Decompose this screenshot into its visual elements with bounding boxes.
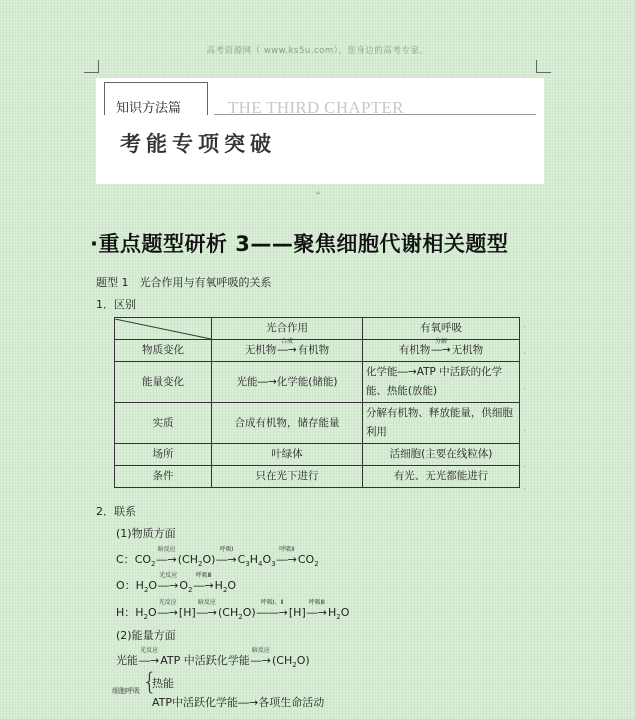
reaction-arrow: 暗反应 ―→	[250, 647, 271, 667]
item-1-heading: 1．区别	[96, 298, 136, 311]
table-row	[115, 362, 520, 403]
reaction-arrow: 合成 ―→	[277, 341, 296, 360]
respiration-branch	[112, 668, 372, 712]
subscript: 2	[187, 586, 193, 595]
arrow-label: 分解	[434, 338, 447, 345]
subscript: 2	[143, 613, 149, 622]
cell-site-resp: 活细胞(主要在线粒体)	[362, 444, 519, 466]
reaction-arrow: 呼吸Ⅲ ―→	[193, 572, 214, 592]
arrow-label: 暗反应	[251, 647, 270, 654]
row-label: 场所	[115, 444, 212, 466]
formula: [H]	[288, 606, 306, 619]
topic-heading: 题型 1 光合作用与有氧呼吸的关系	[96, 276, 272, 289]
eq-prefix: C：	[116, 553, 135, 566]
cell-mark: ,	[524, 384, 526, 391]
reaction-arrow: 呼吸Ⅲ ―→	[306, 599, 327, 619]
formula: C	[237, 553, 246, 566]
subscript: 3	[271, 560, 276, 569]
energy-equation	[116, 647, 310, 670]
formula: O	[227, 579, 237, 592]
text-from: 无机物	[244, 344, 277, 356]
material-heading: (1)物质方面	[116, 527, 176, 540]
table-header-row	[115, 318, 520, 340]
energy-start: 光能	[116, 654, 138, 667]
subscript: 2	[197, 560, 203, 569]
crop-mark-right	[536, 60, 551, 73]
reaction-arrow: 暗反应 ―→	[196, 599, 217, 619]
formula: H	[327, 606, 337, 619]
reaction-arrow: 呼吸Ⅰ、Ⅱ ――→	[256, 599, 288, 619]
chapter-label: THE THIRD CHAPTER	[228, 98, 404, 117]
formula: [H]	[178, 606, 196, 619]
energy-heading: (2)能量方面	[116, 629, 176, 642]
arrow-label: 呼吸Ⅰ	[219, 546, 234, 553]
formula: CO	[134, 553, 152, 566]
table-row	[115, 340, 520, 362]
text-to: 无机物	[451, 344, 484, 356]
formula: O	[179, 579, 188, 592]
formula: H	[135, 606, 144, 619]
paragraph-mark: ↵	[316, 190, 322, 197]
eq-prefix: H：	[116, 606, 136, 619]
diagonal-header-cell	[115, 318, 212, 340]
hydrogen-equation	[116, 599, 350, 622]
text-from: 有机物	[398, 344, 431, 356]
tab-label: 知识方法篇	[116, 101, 182, 116]
cell-material-photo	[212, 340, 363, 362]
arrow-label: 呼吸Ⅱ	[279, 546, 295, 553]
cell-mark: ,	[524, 484, 526, 491]
header-photosynthesis: 光合作用	[212, 318, 363, 340]
formula: (CH	[177, 553, 198, 566]
section-title: ·重点题型研析 3——聚焦细胞代谢相关题型	[90, 232, 509, 256]
cell-material-resp	[362, 340, 519, 362]
reaction-arrow: 光反应 ―→	[139, 647, 160, 667]
brace-icon: {	[142, 668, 158, 696]
formula: O)	[202, 553, 216, 566]
cell-mark: ,	[524, 322, 526, 329]
subscript: 3	[245, 560, 250, 569]
reaction-arrow: 光反应 ―→	[157, 599, 178, 619]
subscript: 2	[143, 586, 149, 595]
cell-mark: ,	[524, 462, 526, 469]
table-row	[115, 403, 520, 444]
banner-subtitle: 考能专项突破	[120, 132, 276, 156]
row-label: 物质变化	[115, 340, 212, 362]
arrow-label: 暗反应	[157, 546, 176, 553]
formula: CO	[297, 553, 315, 566]
cell-mark: ,	[524, 426, 526, 433]
eq-prefix: O：	[116, 579, 136, 592]
reaction-arrow: 光反应 ―→	[158, 572, 179, 592]
subscript: 2	[314, 560, 319, 569]
formula: O	[262, 553, 272, 566]
arrow-label: 光反应	[158, 599, 177, 606]
subscript: 2	[292, 661, 297, 670]
table-row	[115, 466, 520, 488]
oxygen-equation	[116, 572, 237, 595]
arrow-label: 合成	[280, 338, 293, 345]
item-2-heading: 2．联系	[96, 505, 136, 518]
arrow-label: 光反应	[159, 572, 178, 579]
arrow-label: 呼吸Ⅰ、Ⅱ	[260, 599, 284, 606]
text-to: 有机物	[297, 344, 330, 356]
table-row	[115, 444, 520, 466]
branch-heat: 热能	[152, 677, 174, 690]
formula: (CH	[218, 606, 239, 619]
cell-mark: ,	[524, 348, 526, 355]
formula: H	[135, 579, 144, 592]
formula: H	[214, 579, 223, 592]
reaction-arrow: 暗反应 ―→	[156, 546, 177, 566]
chapter-banner	[96, 78, 544, 184]
branch-atp: ATP中活跃化学能―→各项生命活动	[152, 696, 325, 709]
subscript: 2	[151, 560, 156, 569]
cell-essence-resp: 分解有机物、释放能量，供细胞利用	[362, 403, 519, 444]
subscript: 4	[258, 560, 263, 569]
arrow-label: 光反应	[140, 647, 159, 654]
comparison-table	[114, 317, 520, 488]
cell-condition-photo: 只在光下进行	[212, 466, 363, 488]
row-label: 能量变化	[115, 362, 212, 403]
formula: O)	[296, 654, 310, 667]
formula: (CH	[271, 654, 293, 667]
row-label: 条件	[115, 466, 212, 488]
formula: O	[340, 606, 350, 619]
cell-site-photo: 叶绿体	[212, 444, 363, 466]
reaction-arrow: 分解 ―→	[431, 341, 450, 360]
formula: H	[249, 553, 259, 566]
reaction-arrow: 呼吸Ⅰ ―→	[216, 546, 237, 566]
cell-energy-resp: 化学能―→ATP 中活跃的化学能、热能(放能)	[362, 362, 519, 403]
energy-mid: ATP 中活跃化学能	[160, 654, 250, 667]
diagonal-line	[115, 319, 211, 339]
formula: O	[148, 606, 157, 619]
brace-label: 细胞呼吸	[112, 687, 140, 695]
reaction-arrow: 呼吸Ⅱ ―→	[276, 546, 297, 566]
arrow-label: 呼吸Ⅲ	[195, 572, 212, 579]
header-respiration: 有氧呼吸	[362, 318, 519, 340]
subscript: 2	[238, 613, 243, 622]
subscript: 2	[222, 586, 228, 595]
cell-energy-photo: 光能―→化学能(储能)	[212, 362, 363, 403]
carbon-equation	[116, 546, 319, 569]
arrow-label: 暗反应	[197, 599, 216, 606]
subscript: 2	[336, 613, 341, 622]
formula: O)	[242, 606, 256, 619]
crop-mark-left	[84, 60, 99, 73]
arrow-label: 呼吸Ⅲ	[308, 599, 325, 606]
row-label: 实质	[115, 403, 212, 444]
formula: O	[148, 579, 158, 592]
cell-essence-photo: 合成有机物，储存能量	[212, 403, 363, 444]
header-watermark: 高考资源网（ www.ks5u.com），您身边的高考专家。	[206, 46, 429, 56]
cell-condition-resp: 有光、无光都能进行	[362, 466, 519, 488]
